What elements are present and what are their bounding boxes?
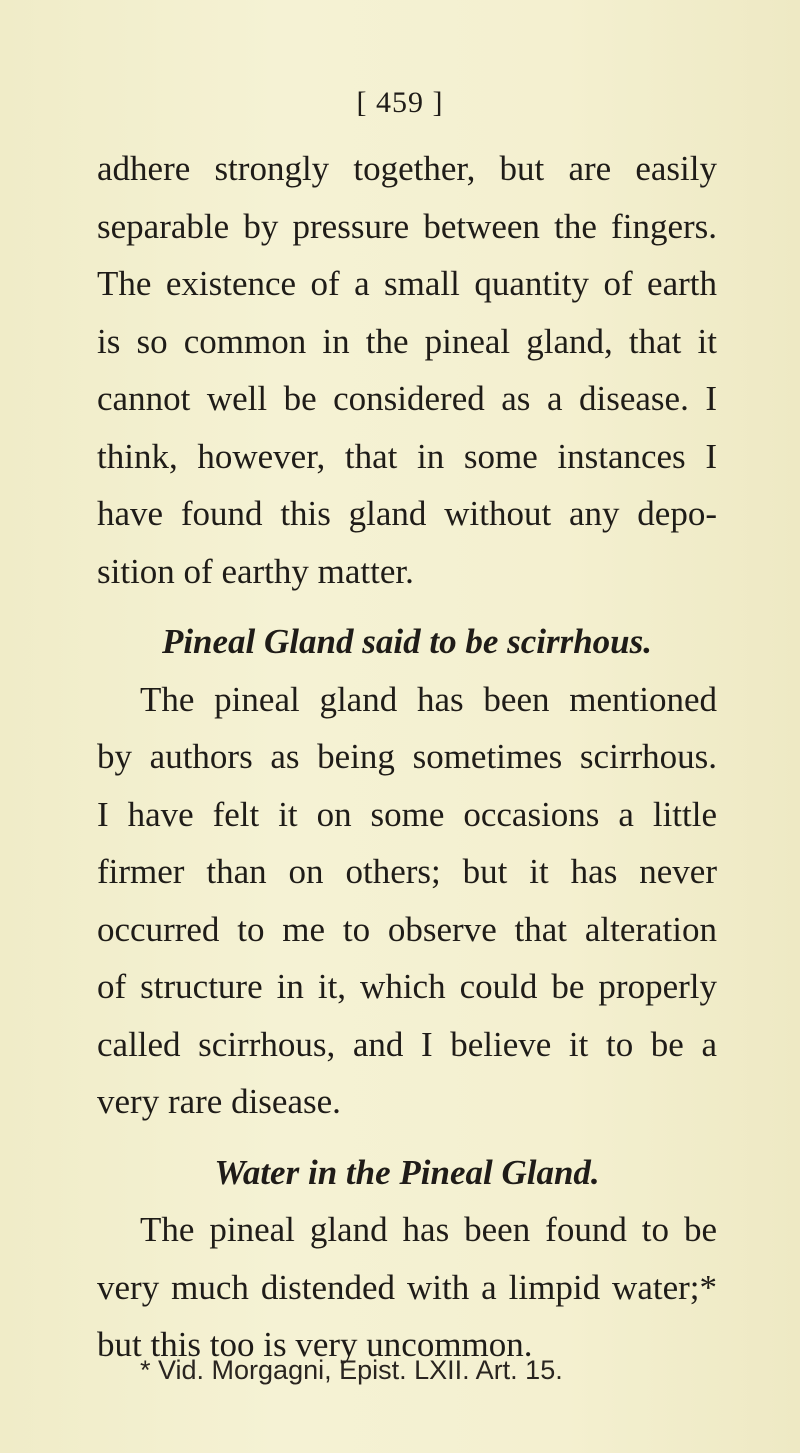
text-line: The pineal gland has been found to be [140, 1210, 717, 1249]
text-line: I have felt it on some occasions a little [97, 794, 717, 834]
text-line: occurred to me to observe that alteration [97, 909, 717, 949]
text-line: by authors as being sometimes scirrhous. [97, 737, 717, 776]
text-line: separable by pressure between the fingers. [97, 206, 717, 246]
paragraph-water [97, 1201, 717, 1374]
text-line: cannot well be considered as a disease. I [97, 379, 717, 418]
text-line: is so common in the pineal gland, that it [97, 321, 717, 361]
page-number: [ 459 ] [356, 86, 444, 119]
text-line: The existence of a small quantity of earth [97, 264, 717, 303]
text-line: have found this gland without any depo- [97, 494, 717, 533]
text-line: firmer than on others; but it has never [97, 852, 717, 891]
paragraph-earthy-matter [97, 140, 717, 600]
text-line: The pineal gland has been mentioned [140, 679, 717, 719]
text-line: think, however, that in some instances I [97, 436, 717, 476]
text-line: very rare disease. [97, 1082, 341, 1121]
body-text [97, 140, 717, 1374]
section-heading-scirrhous: Pineal Gland said to be scirrhous. [161, 622, 653, 661]
text-line: adhere strongly together, but are easily [97, 149, 717, 188]
paragraph-scirrhous [97, 671, 717, 1131]
text-line: sition of earthy matter. [97, 551, 414, 591]
text-line: called scirrhous, and I believe it to be a [97, 1024, 717, 1064]
footnote: * Vid. Morgagni, Epist. LXII. Art. 15. [140, 1355, 563, 1385]
text-line: of structure in it, which could be properly [97, 967, 717, 1006]
section-heading-water: Water in the Pineal Gland. [214, 1152, 600, 1192]
text-line: very much distended with a limpid water;* [97, 1267, 717, 1307]
text-line: but this too is very uncommon. [97, 1325, 533, 1364]
